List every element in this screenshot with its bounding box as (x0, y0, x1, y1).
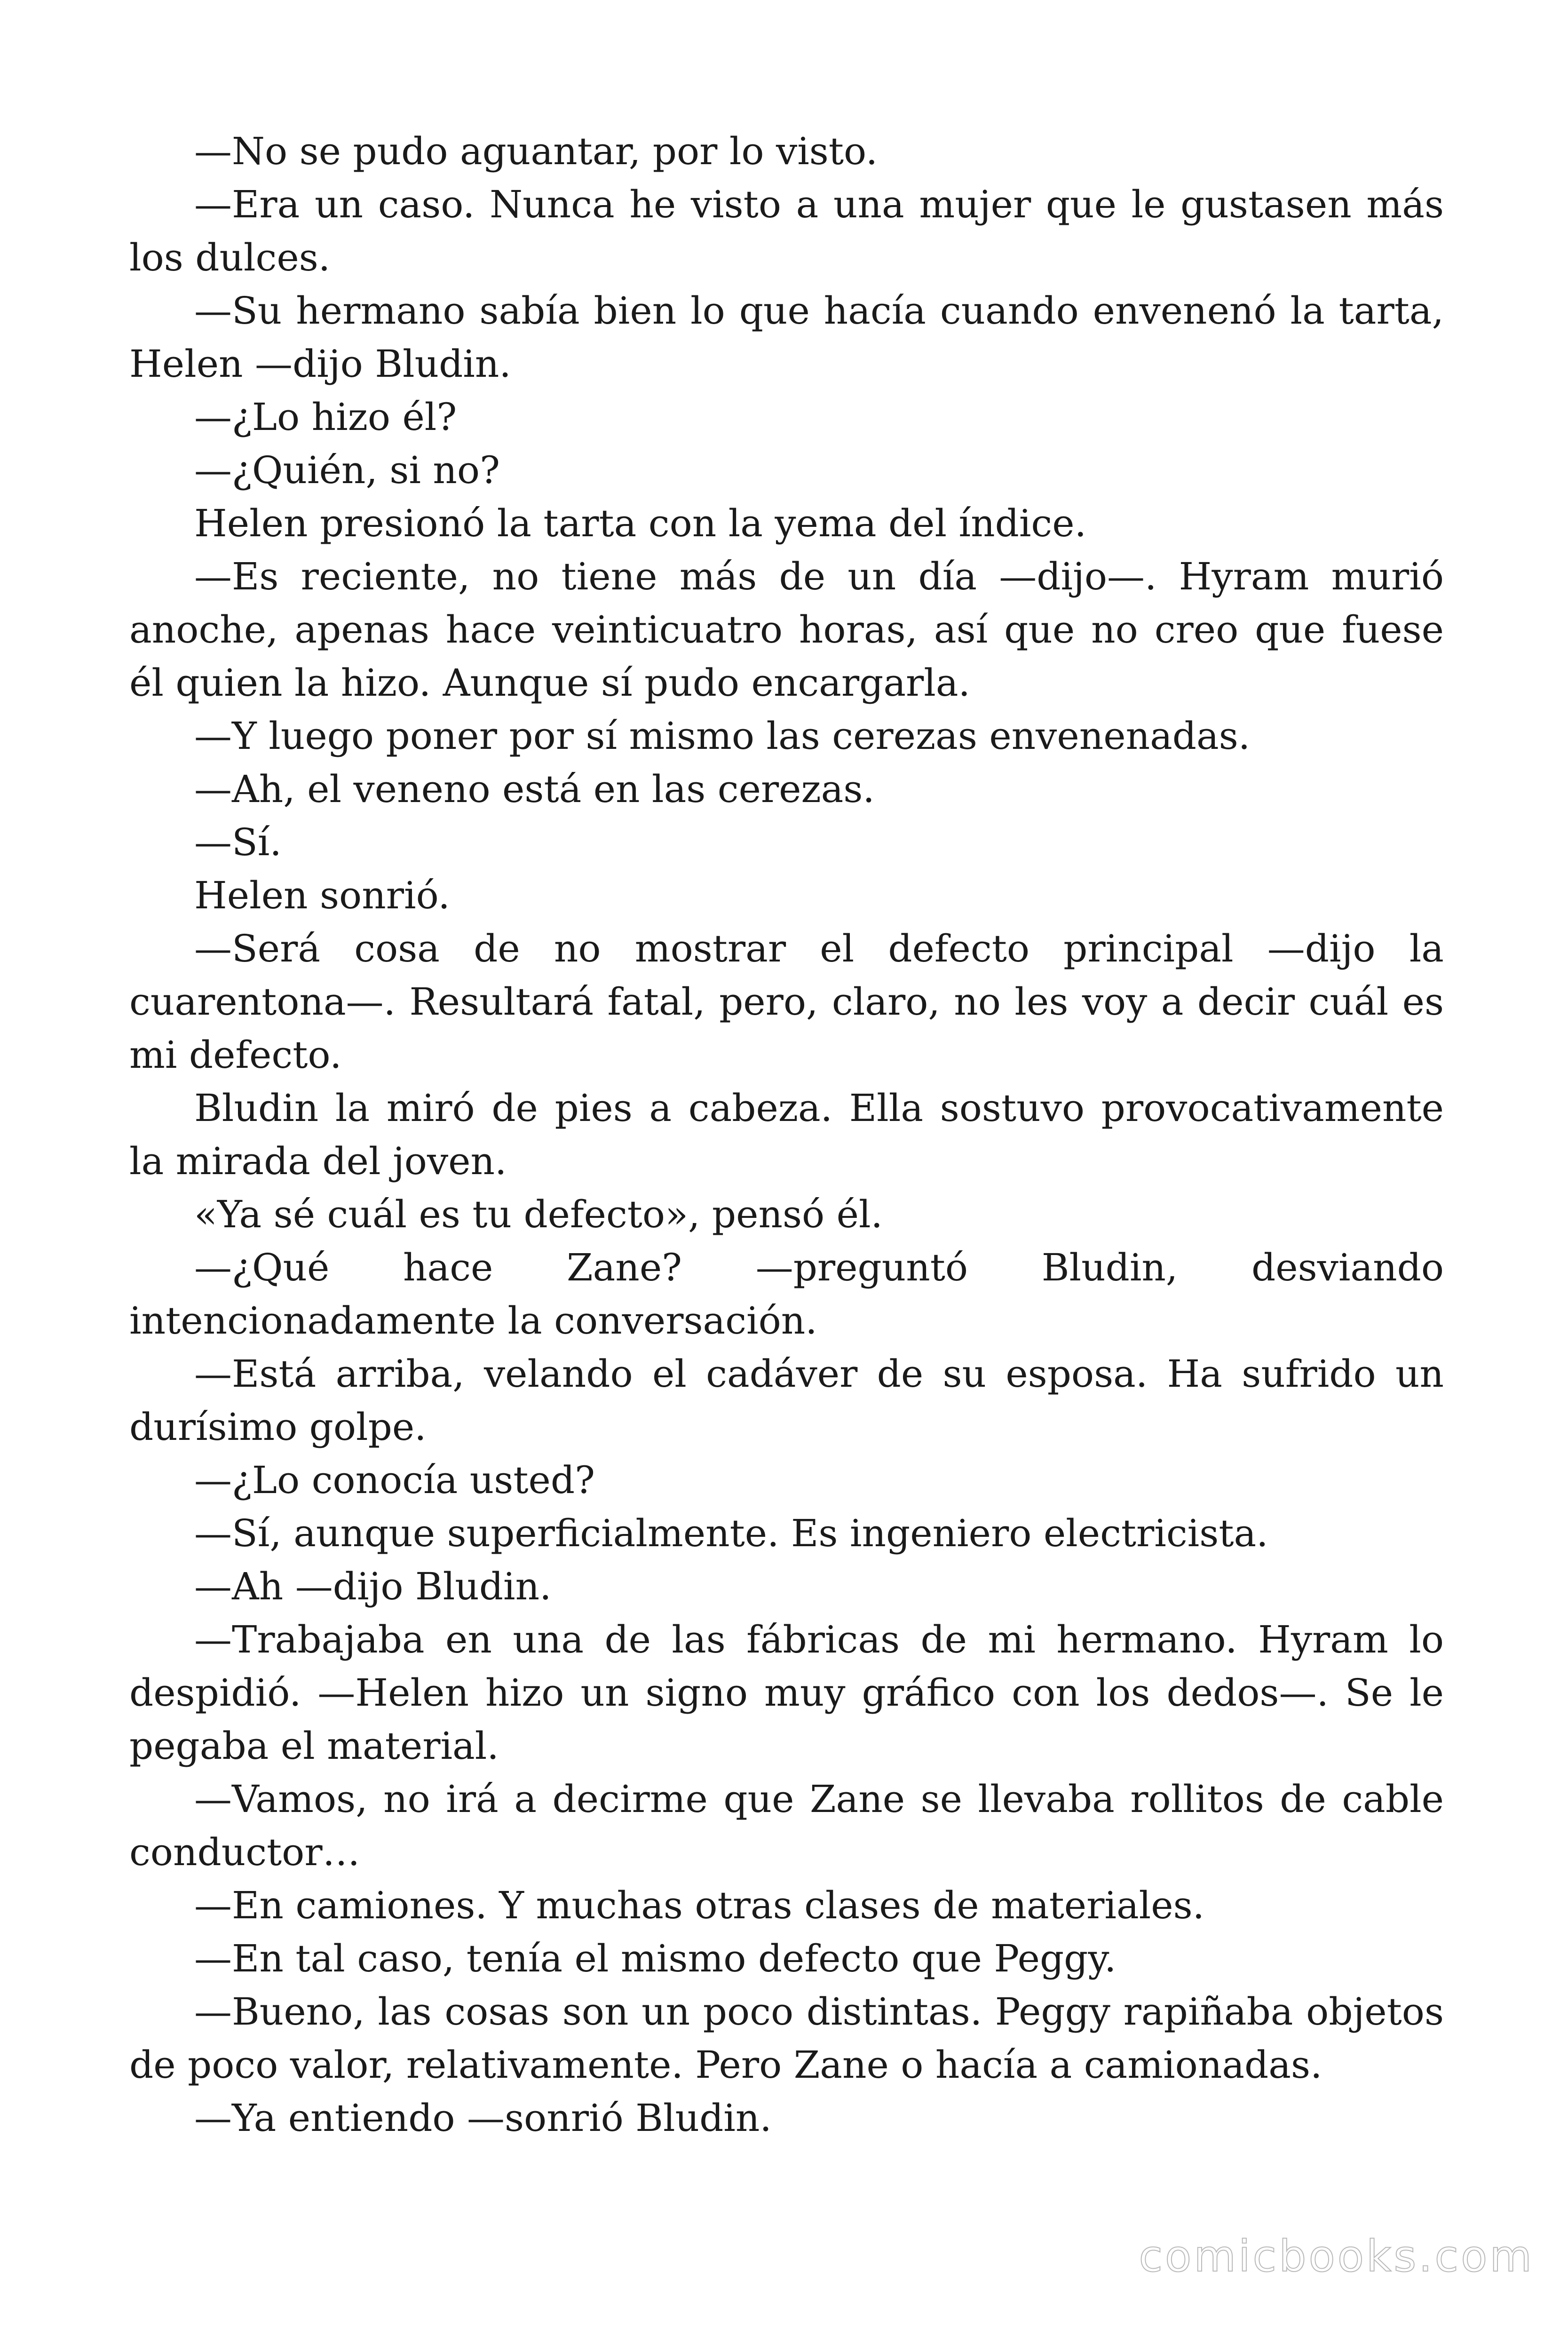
paragraph: —Será cosa de no mostrar el defecto principal —dijo la cuarentona—. Resultará fatal, pero, claro, no les voy a decir cuál es mi defecto. (129, 927, 1444, 1077)
paragraph: —Bueno, las cosas son un poco distintas. Peggy rapiñaba objetos de poco valor, relativamente. Pero Zane o hacía a camionadas. (129, 1990, 1444, 2087)
paragraph: Bludin la miró de pies a cabeza. Ella sostuvo provocativamente la mirada del joven. (129, 1086, 1444, 1183)
paragraph: Helen presionó la tarta con la yema del índice. (194, 501, 1086, 545)
paragraph: —Es reciente, no tiene más de un día —dijo—. Hyram murió anoche, apenas hace veinticuatro horas, así que no creo que fuese él quien la hizo. Aunque sí pudo encargarla. (129, 555, 1444, 705)
paragraph: —¿Quién, si no? (194, 448, 500, 492)
paragraph: —Su hermano sabía bien lo que hacía cuando envenenó la tarta, Helen —dijo Bludin. (129, 289, 1444, 386)
paragraph: —Está arriba, velando el cadáver de su esposa. Ha sufrido un durísimo golpe. (129, 1352, 1444, 1449)
paragraph: «Ya sé cuál es tu defecto», pensó él. (194, 1192, 883, 1236)
paragraph: Helen sonrió. (194, 874, 450, 917)
paragraph: —Trabajaba en una de las fábricas de mi hermano. Hyram lo despidió. —Helen hizo un signo muy gráfico con los dedos—. Se le pegaba el material. (129, 1618, 1444, 1768)
paragraph: —Era un caso. Nunca he visto a una mujer que le gustasen más los dulces. (129, 183, 1444, 279)
page-body (129, 125, 1444, 2145)
paragraph: —¿Lo conocía usted? (194, 1458, 595, 1502)
paragraph: —Y luego poner por sí mismo las cerezas envenenadas. (194, 714, 1251, 758)
paragraph: —No se pudo aguantar, por lo visto. (194, 129, 878, 173)
paragraph: —Ya entiendo —sonrió Bludin. (194, 2096, 772, 2140)
paragraph: —En camiones. Y muchas otras clases de materiales. (194, 1883, 1205, 1927)
paragraph: —En tal caso, tenía el mismo defecto que Peggy. (194, 1937, 1117, 1980)
paragraph: —Ah —dijo Bludin. (194, 1565, 552, 1608)
paragraph: —Ah, el veneno está en las cerezas. (194, 767, 875, 811)
paragraph: —Vamos, no irá a decirme que Zane se llevaba rollitos de cable conductor… (129, 1777, 1444, 1874)
watermark: comicbooks.com (1139, 2231, 1534, 2281)
paragraph: —¿Lo hizo él? (194, 395, 457, 439)
paragraph: —¿Qué hace Zane? —preguntó Bludin, desviando intencionadamente la conversación. (129, 1246, 1444, 1343)
paragraph: —Sí, aunque superficialmente. Es ingeniero electricista. (194, 1511, 1268, 1555)
paragraph: —Sí. (194, 820, 282, 864)
